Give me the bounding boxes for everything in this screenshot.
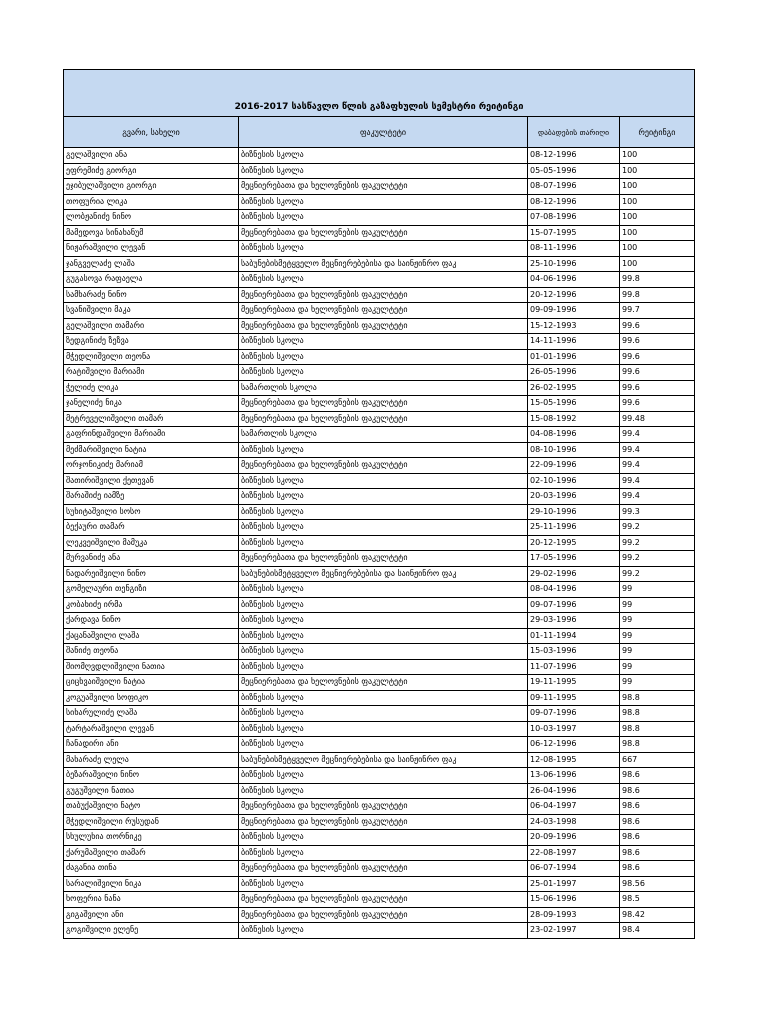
table-row [64,194,695,210]
cell-faculty: ბიზნესის სკოლა [239,613,528,629]
header-name: გვარი, სახელი [64,117,239,148]
table-row [64,380,695,396]
cell-name: ჯანელიძე ნიკა [64,396,239,412]
cell-faculty: ბიზნესის სკოლა [239,473,528,489]
cell-name: სიხარულიძე ლაშა [64,706,239,722]
table-row [64,473,695,489]
cell-birth-date: 08-10-1996 [528,442,620,458]
cell-name: მახარაძე ლელა [64,752,239,768]
cell-rating: 99.4 [620,458,695,474]
table-row [64,721,695,737]
table-row [64,582,695,598]
cell-faculty: ბიზნესის სკოლა [239,628,528,644]
cell-rating: 99.6 [620,380,695,396]
cell-birth-date: 08-07-1996 [528,179,620,195]
cell-name: ჯანგველაძე ლაშა [64,256,239,272]
cell-faculty: საბუნებისმეტყველო მეცნიერებებისა და საინჟინრო ფაკ [239,256,528,272]
table-row [64,613,695,629]
cell-faculty: მეცნიერებათა და ხელოვნების ფაკულტეტი [239,814,528,830]
cell-rating: 100 [620,225,695,241]
cell-rating: 98.6 [620,799,695,815]
cell-faculty: მეცნიერებათა და ხელოვნების ფაკულტეტი [239,892,528,908]
cell-faculty: ბიზნესის სკოლა [239,148,528,164]
cell-rating: 98.8 [620,706,695,722]
cell-birth-date: 20-03-1996 [528,489,620,505]
cell-rating: 100 [620,194,695,210]
cell-birth-date: 06-12-1996 [528,737,620,753]
cell-birth-date: 25-10-1996 [528,256,620,272]
cell-birth-date: 25-11-1996 [528,520,620,536]
cell-name: შათირიშვილი ქეთევან [64,473,239,489]
cell-rating: 100 [620,163,695,179]
cell-name: ხოფერია ნანა [64,892,239,908]
cell-name: ლეკვეიშვილი მამუკა [64,535,239,551]
cell-name: გუგასოვა რაფაელა [64,272,239,288]
cell-birth-date: 24-03-1998 [528,814,620,830]
cell-rating: 98.4 [620,923,695,939]
cell-birth-date: 29-10-1996 [528,504,620,520]
cell-faculty: საბუნებისმეტყველო მეცნიერებებისა და საინჟინრო ფაკ [239,566,528,582]
cell-rating: 98.6 [620,830,695,846]
cell-name: ქარუმაშვილი თამარ [64,845,239,861]
cell-rating: 99.2 [620,566,695,582]
cell-name: სვანიშვილი მაკა [64,303,239,319]
cell-faculty: მეცნიერებათა და ხელოვნების ფაკულტეტი [239,287,528,303]
cell-rating: 98.6 [620,861,695,877]
cell-birth-date: 22-08-1997 [528,845,620,861]
cell-rating: 99.48 [620,411,695,427]
cell-faculty: ბიზნესის სკოლა [239,659,528,675]
cell-rating: 98.5 [620,892,695,908]
cell-name: ბეზარაშვილი ნინო [64,768,239,784]
cell-birth-date: 23-02-1997 [528,923,620,939]
cell-birth-date: 15-05-1996 [528,396,620,412]
cell-name: კოგუაშვილი სოფიკო [64,690,239,706]
cell-name: მამედოვა სინახანუმ [64,225,239,241]
cell-birth-date: 08-12-1996 [528,148,620,164]
cell-birth-date: 12-08-1995 [528,752,620,768]
cell-birth-date: 20-12-1996 [528,287,620,303]
cell-rating: 99.4 [620,442,695,458]
cell-name: მეძმარიშვილი ნატია [64,442,239,458]
cell-faculty: ბიზნესის სკოლა [239,876,528,892]
table-row [64,690,695,706]
cell-rating: 99 [620,659,695,675]
cell-name: გელაშვილი თამარი [64,318,239,334]
cell-rating: 99.7 [620,303,695,319]
cell-name: ქაცანაშვილი ლაშა [64,628,239,644]
cell-name: მჭედლიშვილი რუსუდან [64,814,239,830]
cell-birth-date: 09-11-1995 [528,690,620,706]
cell-faculty: ბიზნესის სკოლა [239,582,528,598]
table-row [64,458,695,474]
cell-rating: 99 [620,644,695,660]
cell-birth-date: 13-06-1996 [528,768,620,784]
cell-rating: 98.8 [620,690,695,706]
table-row [64,241,695,257]
cell-name: რატიშვილი მარიამი [64,365,239,381]
table-row [64,783,695,799]
table-row [64,907,695,923]
sheet-title: 2016-2017 სასწავლო წლის გაზაფხულის სემესტრი რეიტინგი [64,70,695,117]
cell-rating: 99.6 [620,334,695,350]
table-row [64,644,695,660]
cell-name: გიგაშვილი ანი [64,907,239,923]
cell-faculty: ბიზნესის სკოლა [239,504,528,520]
cell-name: მჭედლიშვილი თეონა [64,349,239,365]
cell-birth-date: 20-12-1995 [528,535,620,551]
table-row [64,272,695,288]
table-row [64,411,695,427]
cell-faculty: ბიზნესის სკოლა [239,241,528,257]
cell-faculty: ბიზნესის სკოლა [239,737,528,753]
cell-faculty: ბიზნესის სკოლა [239,597,528,613]
cell-rating: 100 [620,241,695,257]
cell-faculty: მეცნიერებათა და ხელოვნების ფაკულტეტი [239,458,528,474]
cell-rating: 99 [620,628,695,644]
table-row [64,799,695,815]
cell-faculty: სამართლის სკოლა [239,427,528,443]
cell-faculty: მეცნიერებათა და ხელოვნების ფაკულტეტი [239,907,528,923]
table-row [64,287,695,303]
cell-rating: 99.6 [620,396,695,412]
cell-name: ქარდავა ნინო [64,613,239,629]
cell-rating: 98.8 [620,737,695,753]
table-row [64,737,695,753]
table-row [64,256,695,272]
cell-rating: 100 [620,148,695,164]
header-rating: რეიტინგი [620,117,695,148]
table-row [64,830,695,846]
cell-name: გოგიშვილი ელენე [64,923,239,939]
table-row [64,628,695,644]
cell-rating: 99 [620,582,695,598]
cell-birth-date: 19-11-1995 [528,675,620,691]
cell-birth-date: 17-05-1996 [528,551,620,567]
cell-birth-date: 28-09-1993 [528,907,620,923]
cell-rating: 99.3 [620,504,695,520]
cell-faculty: მეცნიერებათა და ხელოვნების ფაკულტეტი [239,318,528,334]
table-row [64,876,695,892]
cell-birth-date: 20-09-1996 [528,830,620,846]
cell-birth-date: 04-08-1996 [528,427,620,443]
table-row [64,210,695,226]
cell-name: ტარტარაშვილი ლევან [64,721,239,737]
table-row [64,179,695,195]
table-row [64,163,695,179]
cell-name: სუხიტაშვილი სოსო [64,504,239,520]
cell-birth-date: 01-11-1994 [528,628,620,644]
table-row [64,814,695,830]
cell-birth-date: 11-07-1996 [528,659,620,675]
cell-rating: 99.4 [620,489,695,505]
cell-faculty: ბიზნესის სკოლა [239,272,528,288]
cell-birth-date: 08-04-1996 [528,582,620,598]
cell-rating: 99.2 [620,535,695,551]
cell-faculty: ბიზნესის სკოლა [239,690,528,706]
table-row [64,597,695,613]
cell-name: ჭელიძე ლიკა [64,380,239,396]
cell-faculty: მეცნიერებათა და ხელოვნების ფაკულტეტი [239,396,528,412]
header-birth-date: დაბადების თარიღი [528,117,620,148]
table-row [64,675,695,691]
table-row [64,148,695,164]
cell-birth-date: 06-04-1997 [528,799,620,815]
cell-name: ეფრემიძე გიორგი [64,163,239,179]
table-row [64,892,695,908]
cell-faculty: ბიზნესის სკოლა [239,706,528,722]
cell-name: გაფრინდაშვილი მარიამი [64,427,239,443]
table-body [64,148,695,939]
cell-faculty: ბიზნესის სკოლა [239,194,528,210]
cell-faculty: ბიზნესის სკოლა [239,442,528,458]
cell-rating: 99.6 [620,349,695,365]
cell-name: თაბუქაშვილი ნატო [64,799,239,815]
cell-rating: 99.8 [620,287,695,303]
cell-birth-date: 26-02-1995 [528,380,620,396]
cell-name: ბექაური თამარ [64,520,239,536]
cell-birth-date: 26-05-1996 [528,365,620,381]
table-row [64,318,695,334]
cell-birth-date: 05-05-1996 [528,163,620,179]
cell-rating: 98.6 [620,845,695,861]
cell-rating: 98.6 [620,783,695,799]
cell-name: შანიძე თეონა [64,644,239,660]
cell-name: ნადარეიშვილი ნინო [64,566,239,582]
cell-faculty: საბუნებისმეტყველო მეცნიერებებისა და საინჟინრო ფაკ [239,752,528,768]
table-row [64,752,695,768]
cell-rating: 100 [620,179,695,195]
header-row [64,117,695,148]
table-row [64,349,695,365]
table-row [64,365,695,381]
cell-faculty: ბიზნესის სკოლა [239,535,528,551]
table-row [64,520,695,536]
cell-name: კობახიძე ირმა [64,597,239,613]
cell-name: ორჯონიკიძე მარიამ [64,458,239,474]
cell-name: ციცხვაიშვილი ნატია [64,675,239,691]
cell-faculty: ბიზნესის სკოლა [239,210,528,226]
cell-faculty: მეცნიერებათა და ხელოვნების ფაკულტეტი [239,861,528,877]
cell-rating: 99.8 [620,272,695,288]
cell-name: ნიჟარაშვილი ლევან [64,241,239,257]
cell-birth-date: 15-03-1996 [528,644,620,660]
table-row [64,845,695,861]
cell-faculty: ბიზნესის სკოლა [239,923,528,939]
cell-rating: 99 [620,675,695,691]
cell-birth-date: 04-06-1996 [528,272,620,288]
cell-birth-date: 15-08-1992 [528,411,620,427]
table-row [64,551,695,567]
cell-faculty: ბიზნესის სკოლა [239,644,528,660]
cell-rating: 99.2 [620,520,695,536]
cell-faculty: სამართლის სკოლა [239,380,528,396]
cell-name: ძაგანია თინა [64,861,239,877]
table-row [64,303,695,319]
cell-birth-date: 15-06-1996 [528,892,620,908]
cell-faculty: მეცნიერებათა და ხელოვნების ფაკულტეტი [239,675,528,691]
cell-rating: 99.2 [620,551,695,567]
cell-birth-date: 10-03-1997 [528,721,620,737]
table-row [64,427,695,443]
table-row [64,442,695,458]
cell-birth-date: 29-02-1996 [528,566,620,582]
table-row [64,334,695,350]
cell-birth-date: 07-08-1996 [528,210,620,226]
cell-name: შიომღვდლიშვილი ნათია [64,659,239,675]
cell-faculty: მეცნიერებათა და ხელოვნების ფაკულტეტი [239,303,528,319]
table-row [64,768,695,784]
cell-rating: 99.4 [620,427,695,443]
table-row [64,535,695,551]
cell-faculty: ბიზნესის სკოლა [239,334,528,350]
title-row [64,70,695,117]
cell-birth-date: 06-07-1994 [528,861,620,877]
cell-birth-date: 08-12-1996 [528,194,620,210]
table-row [64,489,695,505]
cell-rating: 99.6 [620,365,695,381]
cell-rating: 98.6 [620,768,695,784]
cell-name: ლობჟანიძე ნინო [64,210,239,226]
cell-name: გელაშვილი ანა [64,148,239,164]
cell-name: ჩანადირი ანი [64,737,239,753]
cell-faculty: ბიზნესის სკოლა [239,783,528,799]
cell-name: გომელაური თენგიზი [64,582,239,598]
cell-faculty: ბიზნესის სკოლა [239,830,528,846]
cell-birth-date: 08-11-1996 [528,241,620,257]
table-row [64,923,695,939]
cell-rating: 98.8 [620,721,695,737]
table-row [64,659,695,675]
cell-rating: 98.42 [620,907,695,923]
cell-birth-date: 09-07-1996 [528,706,620,722]
cell-faculty: ბიზნესის სკოლა [239,721,528,737]
cell-name: ეჯიბულაშვილი გიორგი [64,179,239,195]
cell-name: თოფურია ლიკა [64,194,239,210]
cell-rating: 667 [620,752,695,768]
table-row [64,225,695,241]
cell-birth-date: 26-04-1996 [528,783,620,799]
cell-rating: 99 [620,613,695,629]
cell-birth-date: 09-09-1996 [528,303,620,319]
cell-birth-date: 15-12-1993 [528,318,620,334]
cell-birth-date: 29-03-1996 [528,613,620,629]
cell-faculty: ბიზნესის სკოლა [239,520,528,536]
table-row [64,396,695,412]
cell-rating: 100 [620,256,695,272]
table-row [64,861,695,877]
cell-birth-date: 09-07-1996 [528,597,620,613]
table-row [64,504,695,520]
cell-birth-date: 15-07-1995 [528,225,620,241]
cell-birth-date: 02-10-1996 [528,473,620,489]
cell-name: გუგუშვილი ნათია [64,783,239,799]
cell-rating: 99.6 [620,318,695,334]
cell-faculty: მეცნიერებათა და ხელოვნების ფაკულტეტი [239,179,528,195]
cell-name: მურვანიძე ანა [64,551,239,567]
cell-faculty: ბიზნესის სკოლა [239,349,528,365]
cell-rating: 99.4 [620,473,695,489]
cell-faculty: მეცნიერებათა და ხელოვნების ფაკულტეტი [239,799,528,815]
rating-table [63,69,695,939]
cell-name: სამხარაძე ნინო [64,287,239,303]
table-row [64,566,695,582]
cell-birth-date: 14-11-1996 [528,334,620,350]
cell-name: სარალიშვილი ნიკა [64,876,239,892]
cell-rating: 98.6 [620,814,695,830]
cell-birth-date: 22-09-1996 [528,458,620,474]
cell-rating: 98.56 [620,876,695,892]
cell-name: სხულუხია თორნიკე [64,830,239,846]
cell-birth-date: 01-01-1996 [528,349,620,365]
cell-birth-date: 25-01-1997 [528,876,620,892]
cell-faculty: ბიზნესის სკოლა [239,768,528,784]
cell-faculty: ბიზნესის სკოლა [239,845,528,861]
table-row [64,706,695,722]
cell-faculty: მეცნიერებათა და ხელოვნების ფაკულტეტი [239,411,528,427]
cell-name: ზედგინიძე ზეზვა [64,334,239,350]
cell-faculty: მეცნიერებათა და ხელოვნების ფაკულტეტი [239,551,528,567]
cell-rating: 100 [620,210,695,226]
cell-faculty: ბიზნესის სკოლა [239,489,528,505]
cell-faculty: მეცნიერებათა და ხელოვნების ფაკულტეტი [239,225,528,241]
cell-name: შარაშიძე იამზე [64,489,239,505]
cell-faculty: ბიზნესის სკოლა [239,365,528,381]
header-faculty: ფაკულტეტი [239,117,528,148]
cell-name: მეტრეველიშვილი თამარ [64,411,239,427]
cell-faculty: ბიზნესის სკოლა [239,163,528,179]
cell-rating: 99 [620,597,695,613]
